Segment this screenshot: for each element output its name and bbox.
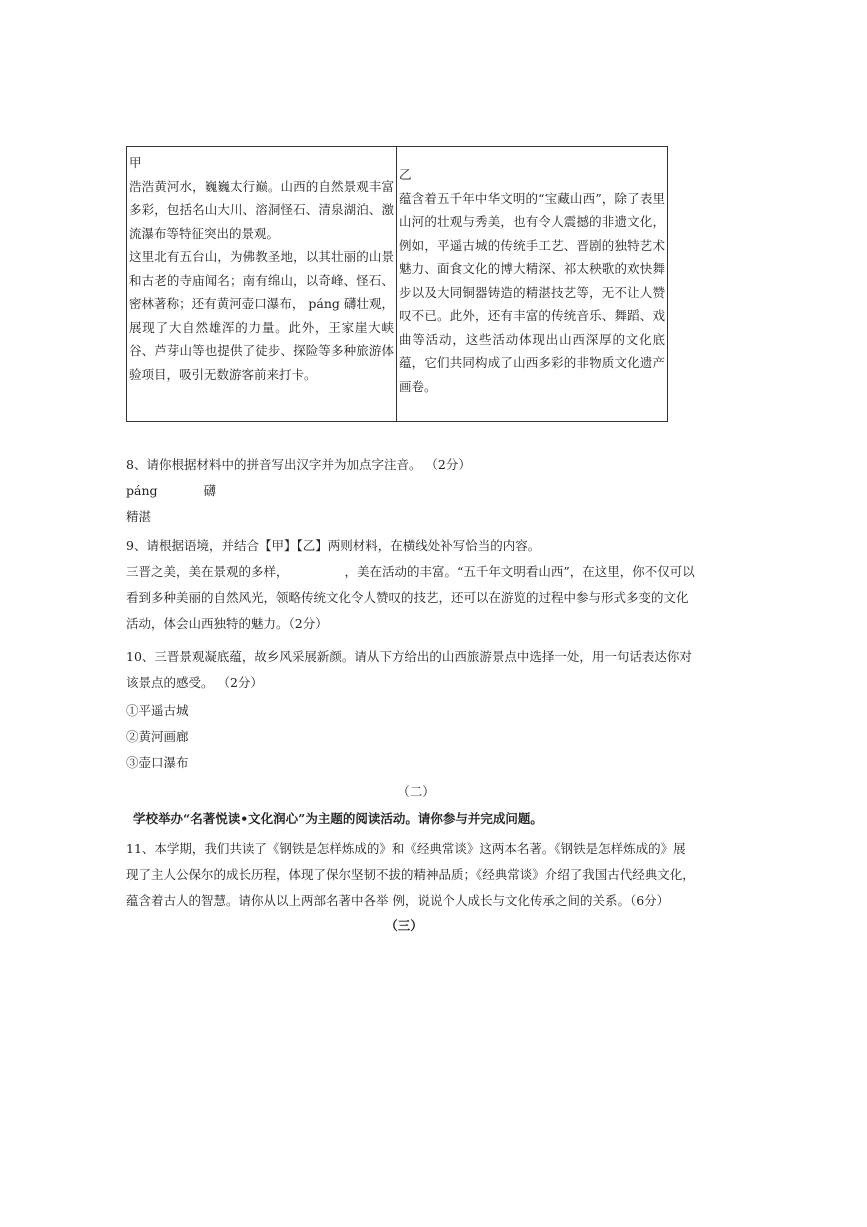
question-11 bbox=[126, 836, 696, 914]
question-10-option: ①平遥古城 bbox=[126, 703, 189, 718]
section-three-heading: （三） bbox=[385, 918, 423, 933]
question-8-pinyin-line bbox=[126, 478, 696, 504]
question-10-option: ②黄河画廊 bbox=[126, 729, 189, 744]
question-9-text-b: ，美在活动的丰富。“五千年文明看山西”，在这里，你不仅可以看到多种美丽的自然风光，领略传统文化令人赞叹的技艺，还可以在游览的过程中参与形式多变的文化活动，体会山西独特的魅力。（2分） bbox=[126, 564, 695, 631]
question-8-prompt: 8、请你根据材料中的拼音写出汉字并为加点字注音。 （2分） bbox=[126, 457, 471, 472]
materials-table bbox=[126, 146, 668, 422]
material-jia-paragraph: 这里北有五台山，为佛教圣地，以其壮丽的山景和古老的寺庙闻名；南有绵山，以奇峰、怪石、密林著称；还有黄河壶口瀑布， páng 礴壮观，展现了大自然雄浑的力量。此外，王家崖大峡谷、芦芽山等也提供了徒步、探险等多种旅游体验项目，吸引无数游客前来打卡。 bbox=[129, 249, 394, 382]
question-8 bbox=[126, 452, 696, 530]
material-yi-label: 乙 bbox=[399, 167, 412, 182]
material-jia-label: 甲 bbox=[129, 155, 142, 170]
pinyin-text: páng bbox=[126, 483, 158, 498]
question-8-word: 精湛 bbox=[126, 509, 152, 524]
question-10-option: ③壶口瀑布 bbox=[126, 755, 189, 770]
material-yi-cell bbox=[397, 147, 667, 421]
section-two-heading: （二） bbox=[397, 784, 435, 799]
reading-activity-instruction: 学校举办“名著悦读•文化润心”为主题的阅读活动。请你参与并完成问题。 bbox=[133, 811, 543, 826]
question-9-prompt: 9、请根据语境，并结合【甲】【乙】两则材料，在横线处补写恰当的内容。 bbox=[126, 538, 541, 553]
material-yi-paragraph: 蕴含着五千年中华文明的“宝藏山西”，除了表里山河的壮观与秀美，也有令人震撼的非遗文化，例如，平遥古城的传统手工艺、晋剧的独特艺术魅力、面食文化的博大精深、祁太秧歌的欢快舞步以及大同铜器铸造的精湛技艺等，无不让人赞叹不已。此外，还有丰富的传统音乐、舞蹈、戏曲等活动，这些活动体现出山西深厚的文化底蕴，它们共同构成了山西多彩的非物质文化遗产画卷。 bbox=[399, 190, 665, 394]
material-jia-cell bbox=[127, 147, 397, 421]
question-9 bbox=[126, 533, 696, 637]
material-jia-paragraph: 浩浩黄河水，巍巍太行巅。山西的自然景观丰富多彩，包括名山大川、溶洞怪石、清泉湖泊、激流瀑布等特征突出的景观。 bbox=[129, 178, 394, 241]
question-10-prompt: 10、三晋景观凝底蕴，故乡风采展新颜。请从下方给出的山西旅游景点中选择一处，用一句话表达你对该景点的感受。 （2分） bbox=[126, 649, 692, 690]
question-9-text-a: 三晋之美，美在景观的多样， bbox=[126, 564, 289, 579]
question-11-prompt: 11、本学期，我们共读了《钢铁是怎样炼成的》和《经典常谈》这两本名著。《钢铁是怎样炼成的》展现了主人公保尔的成长历程，体现了保尔坚韧不拔的精神品质；《经典常谈》介绍了我国古代经典文化，蕴含着古人的智慧。请你从以上两部名著中各举 例，说说个人成长与文化传承之间的关系。（6分） bbox=[126, 841, 695, 908]
question-10 bbox=[126, 644, 696, 776]
pinyin-char: 礴 bbox=[203, 483, 217, 498]
question-9-body bbox=[126, 559, 696, 637]
